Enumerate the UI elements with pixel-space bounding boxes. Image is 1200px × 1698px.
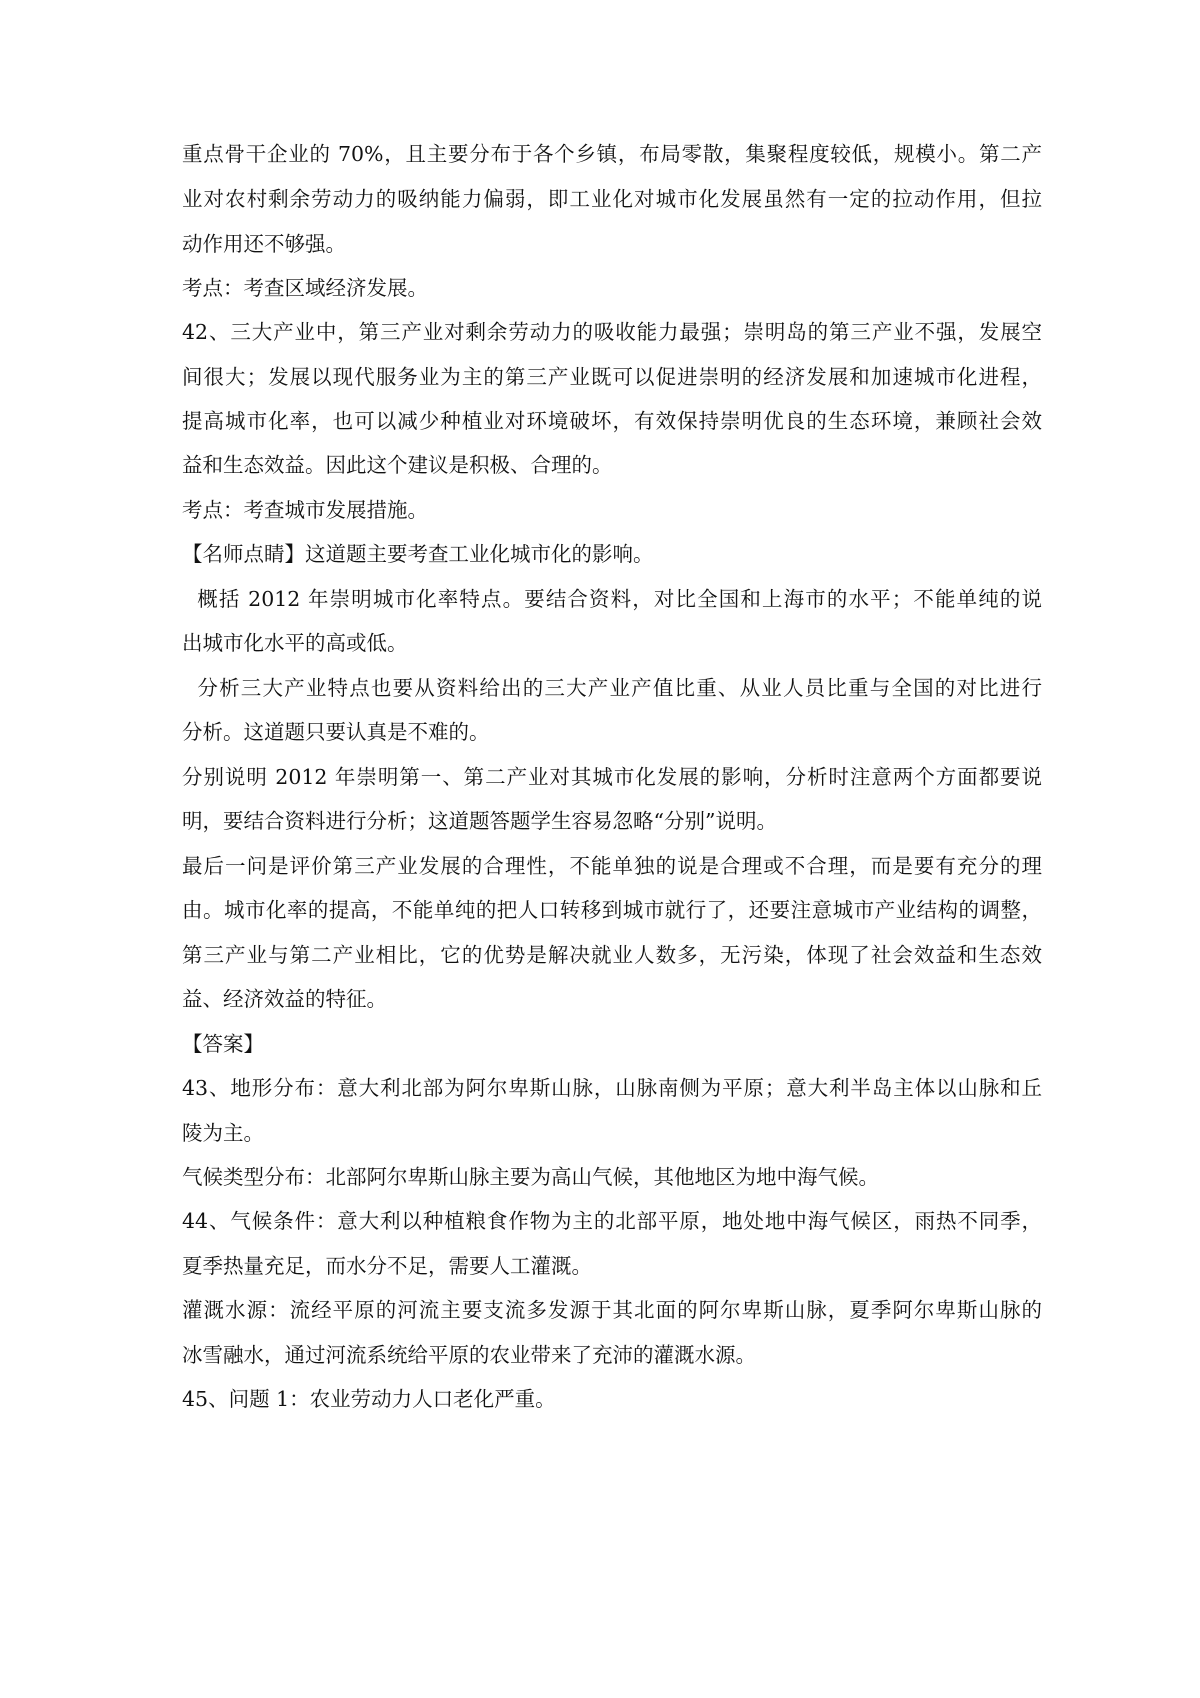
text-line: 由。城市化率的提高，不能单纯的把人口转移到城市就行了，还要注意城市产业结构的调整， [182, 898, 1042, 922]
text-line: 动作用还不够强。 [182, 232, 346, 256]
text-line: 夏季热量充足，而水分不足，需要人工灌溉。 [182, 1254, 592, 1278]
text-line: 间很大；发展以现代服务业为主的第三产业既可以促进崇明的经济发展和加速城市化进程， [182, 365, 1042, 389]
text-line: 明，要结合资料进行分析；这道题答题学生容易忽略“分别”说明。 [182, 809, 777, 833]
text-line: 冰雪融水，通过河流系统给平原的农业带来了充沛的灌溉水源。 [182, 1343, 756, 1367]
text-line: 陵为主。 [182, 1121, 264, 1145]
text-line: 益和生态效益。因此这个建议是积极、合理的。 [182, 453, 613, 477]
text-line: 43、地形分布：意大利北部为阿尔卑斯山脉，山脉南侧为平原；意大利半岛主体以山脉和丘 [182, 1076, 1042, 1100]
text-line: 第三产业与第二产业相比，它的优势是解决就业人数多，无污染，体现了社会效益和生态效 [182, 943, 1042, 967]
text-line: 分析。这道题只要认真是不难的。 [182, 720, 490, 744]
text-line: 45、问题 1：农业劳动力人口老化严重。 [182, 1387, 556, 1411]
text-line: 44、气候条件：意大利以种植粮食作物为主的北部平原，地处地中海气候区，雨热不同季， [182, 1209, 1042, 1233]
text-line: 业对农村剩余劳动力的吸纳能力偏弱，即工业化对城市化发展虽然有一定的拉动作用，但拉 [182, 187, 1042, 211]
text-line: 益、经济效益的特征。 [182, 987, 387, 1011]
text-line: 考点：考查区域经济发展。 [182, 276, 428, 300]
text-line: 最后一问是评价第三产业发展的合理性，不能单独的说是合理或不合理，而是要有充分的理 [182, 854, 1042, 878]
text-line: 【名师点睛】这道题主要考查工业化城市化的影响。 [182, 542, 654, 566]
text-line: 气候类型分布：北部阿尔卑斯山脉主要为高山气候，其他地区为地中海气候。 [182, 1165, 879, 1189]
text-line: 42、三大产业中，第三产业对剩余劳动力的吸收能力最强；崇明岛的第三产业不强，发展空 [182, 320, 1042, 344]
text-line: 【答案】 [182, 1032, 264, 1056]
text-line: 分别说明 2012 年崇明第一、第二产业对其城市化发展的影响，分析时注意两个方面都要说 [182, 765, 1042, 789]
text-line: 分析三大产业特点也要从资料给出的三大产业产值比重、从业人员比重与全国的对比进行 [182, 676, 1042, 700]
text-line: 概括 2012 年崇明城市化率特点。要结合资料，对比全国和上海市的水平；不能单纯的说 [182, 587, 1042, 611]
text-line: 灌溉水源：流经平原的河流主要支流多发源于其北面的阿尔卑斯山脉，夏季阿尔卑斯山脉的 [182, 1298, 1042, 1322]
text-line: 出城市化水平的高或低。 [182, 631, 408, 655]
text-line: 考点：考查城市发展措施。 [182, 498, 428, 522]
text-line: 提高城市化率，也可以减少种植业对环境破坏，有效保持崇明优良的生态环境，兼顾社会效 [182, 409, 1042, 433]
text-line: 重点骨干企业的 70%，且主要分布于各个乡镇，布局零散，集聚程度较低，规模小。第二产 [182, 142, 1042, 166]
